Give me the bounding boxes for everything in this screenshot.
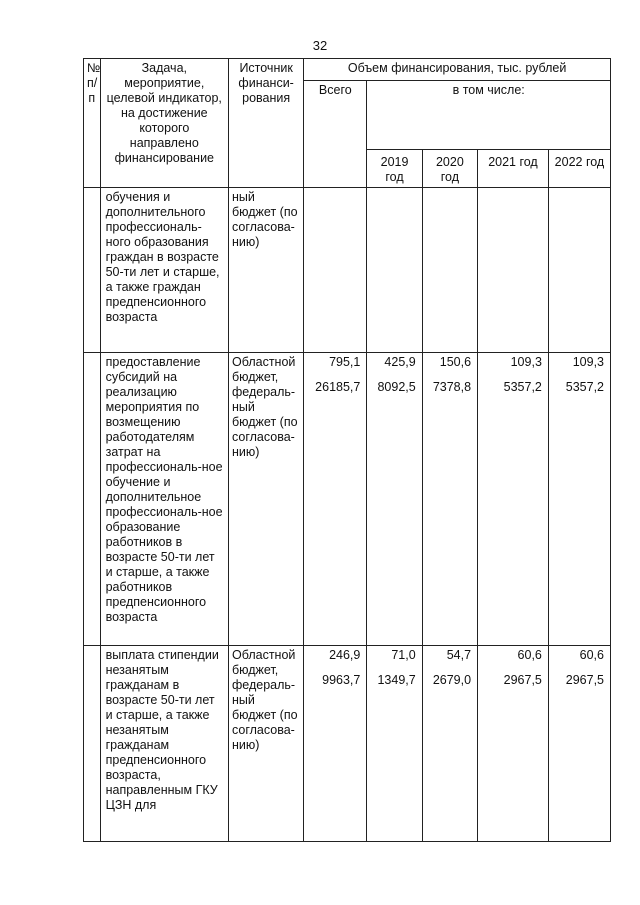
y2022-cell xyxy=(548,353,610,646)
page-number: 32 xyxy=(312,38,328,53)
header-2019: 2019 год xyxy=(367,150,422,188)
table-row xyxy=(84,353,611,646)
value-federal: 8092,5 xyxy=(377,380,416,394)
table-row xyxy=(84,646,611,842)
value-regional: 60,6 xyxy=(579,648,604,662)
y2020-cell xyxy=(422,646,477,842)
source-cell: Областной бюджет, федераль-ный бюджет (по согласова-нию) xyxy=(229,353,304,646)
y2019-cell xyxy=(367,188,422,353)
header-volume: Объем финансирования, тыс. рублей xyxy=(304,59,611,81)
y2021-cell xyxy=(478,188,549,353)
y2021-cell xyxy=(478,353,549,646)
source-cell: ный бюджет (по согласова-нию) xyxy=(229,188,304,353)
value-federal: 7378,8 xyxy=(432,380,472,394)
table-row xyxy=(84,188,611,353)
value-federal: 5357,2 xyxy=(503,380,542,394)
y2020-cell xyxy=(422,353,477,646)
header-total: Всего xyxy=(304,81,367,188)
value-federal: 5357,2 xyxy=(565,380,604,394)
row-num-cell xyxy=(84,353,101,646)
header-including: в том числе: xyxy=(367,81,611,150)
y2021-cell xyxy=(478,646,549,842)
value-regional: 71,0 xyxy=(391,648,416,662)
header-num: № п/п xyxy=(84,59,101,188)
value-federal: 26185,7 xyxy=(315,380,361,394)
value-federal: 2967,5 xyxy=(503,673,542,687)
total-cell xyxy=(304,188,367,353)
header-2020: 2020 год xyxy=(422,150,477,188)
row-num-cell xyxy=(84,188,101,353)
y2019-cell xyxy=(367,353,422,646)
value-regional: 150,6 xyxy=(439,355,472,369)
y2022-cell xyxy=(548,646,610,842)
value-federal: 2967,5 xyxy=(565,673,604,687)
value-regional: 109,3 xyxy=(510,355,542,369)
task-cell: выплата стипендии незанятым гражданам в возрасте 50-ти лет и старше, а также незанятым гражданам предпенсионного возраста, направленным ГКУ ЦЗН для xyxy=(100,646,228,842)
task-cell: предоставление субсидий на реализацию мероприятия по возмещению работодателям затрат на профессиональ-ное обучение и дополнительное профессиональ-ное образование работников в возрасте 50-ти лет и старше, а также работников предпенсионного возраста xyxy=(100,353,228,646)
financing-table xyxy=(83,58,611,842)
value-regional: 246,9 xyxy=(329,648,361,662)
value-regional: 54,7 xyxy=(446,648,472,662)
header-task: Задача, мероприятие, целевой индикатор, на достижение которого направлено финансирование xyxy=(100,59,228,188)
value-regional: 795,1 xyxy=(329,355,361,369)
header-row-1 xyxy=(84,59,611,81)
task-cell: обучения и дополнительного профессиональ-ного образования граждан в возрасте 50-ти лет и старше, а также граждан предпенсионного возраста xyxy=(100,188,228,353)
header-source: Источник финанси-рования xyxy=(229,59,304,188)
y2020-cell xyxy=(422,188,477,353)
y2019-cell xyxy=(367,646,422,842)
value-federal: 2679,0 xyxy=(432,673,472,687)
header-2021: 2021 год xyxy=(478,150,549,188)
value-regional: 109,3 xyxy=(572,355,604,369)
y2022-cell xyxy=(548,188,610,353)
total-cell xyxy=(304,646,367,842)
value-regional: 60,6 xyxy=(517,648,542,662)
value-regional: 425,9 xyxy=(384,355,416,369)
header-2022: 2022 год xyxy=(548,150,610,188)
row-num-cell xyxy=(84,646,101,842)
total-cell xyxy=(304,353,367,646)
value-federal: 1349,7 xyxy=(377,673,416,687)
value-federal: 9963,7 xyxy=(322,673,361,687)
source-cell: Областной бюджет, федераль-ный бюджет (по согласова-нию) xyxy=(229,646,304,842)
